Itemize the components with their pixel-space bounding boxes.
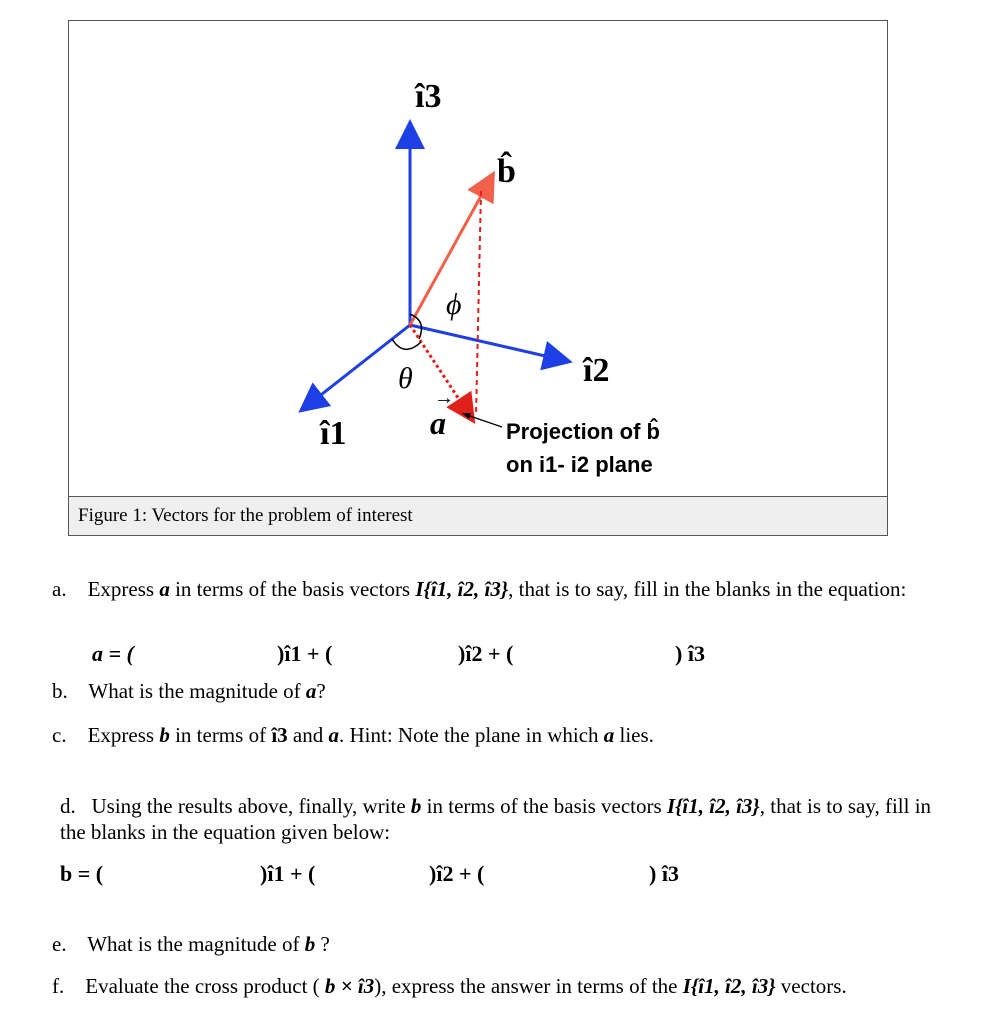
question-f-marker: f. (52, 974, 65, 998)
question-d-var: b (410, 794, 422, 818)
question-c (52, 722, 654, 748)
question-f-basis: I{î1, î2, î3} (682, 974, 776, 998)
question-b-end: ? (316, 679, 326, 703)
question-d-text2: in terms of the basis vectors (426, 794, 662, 818)
question-c-text3: and (292, 723, 324, 747)
a-vec-label: → a (430, 387, 454, 441)
question-e-end: ? (320, 932, 330, 956)
projection-label-line2: on i1- i2 plane (506, 452, 653, 477)
a-vec-text: a (430, 405, 446, 441)
question-b-var: a (305, 679, 317, 703)
question-c-var-a2: a (603, 723, 615, 747)
question-f-text2: ), express the answer in terms of the (374, 974, 678, 998)
theta-label: θ (398, 362, 413, 395)
eq-a-part3: ) î3 (675, 641, 705, 666)
i2-axis (410, 325, 567, 361)
question-b-marker: b. (52, 679, 68, 703)
i3-label: î3 (415, 78, 442, 115)
projection-label-line1: Projection of b̂ (506, 419, 660, 444)
question-e-var: b (304, 932, 316, 956)
question-a-text1: Express (87, 577, 155, 601)
eq-a-part2: )î2 + ( (458, 641, 514, 666)
question-a-text3: , that is to say, fill in the blanks in the equation: (508, 577, 907, 601)
question-f-text3: vectors. (780, 974, 847, 998)
question-c-text2: in terms of (175, 723, 267, 747)
question-e-text: What is the magnitude of (87, 932, 300, 956)
question-b (52, 678, 326, 704)
question-c-i3: î3 (271, 723, 288, 747)
question-e (52, 931, 330, 957)
question-f-text1: Evaluate the cross product ( (85, 974, 320, 998)
question-d-text1: Using the results above, finally, write (91, 794, 406, 818)
question-a-var: a (159, 577, 170, 601)
projection-drop-line (476, 191, 481, 416)
question-d-marker: d. (60, 794, 76, 818)
question-c-text5: lies. (619, 723, 654, 747)
b-hat-label: b̂ (497, 153, 516, 190)
figure-caption: Figure 1: Vectors for the problem of interest (78, 505, 413, 526)
theta-arc (392, 339, 421, 349)
i2-label: î2 (583, 352, 610, 389)
question-c-marker: c. (52, 723, 67, 747)
question-a-text2: in terms of the basis vectors (175, 577, 411, 601)
question-d-line2: the blanks in the equation given below: (60, 820, 391, 844)
question-d-text3: , that is to say, fill in (759, 794, 932, 818)
question-a (52, 576, 906, 602)
eq-d-part2: )î2 + ( (429, 861, 485, 886)
question-c-text4: . Hint: Note the plane in which (338, 723, 599, 747)
eq-d-part3: ) î3 (649, 861, 679, 886)
question-d-basis: I{î1, î2, î3} (666, 794, 760, 818)
question-c-var-b: b (159, 723, 170, 747)
question-b-text: What is the magnitude of (88, 679, 301, 703)
question-a-basis: I{î1, î2, î3} (415, 577, 509, 601)
i1-axis (303, 325, 410, 409)
question-a-marker: a. (52, 577, 67, 601)
question-c-var-a: a (328, 723, 339, 747)
question-c-text1: Express (87, 723, 155, 747)
vector-diagram (69, 21, 887, 495)
phi-label: ϕ (446, 288, 462, 321)
question-e-marker: e. (52, 932, 67, 956)
eq-a-lhs: a = ( (92, 641, 134, 666)
eq-d-part1: )î1 + ( (260, 861, 316, 886)
question-d (60, 793, 931, 819)
eq-d-lhs: b = ( (60, 861, 104, 886)
question-f-expr: b × î3 (324, 974, 375, 998)
question-f (52, 973, 847, 999)
i1-label: î1 (320, 415, 347, 452)
eq-a-part1: )î1 + ( (277, 641, 333, 666)
